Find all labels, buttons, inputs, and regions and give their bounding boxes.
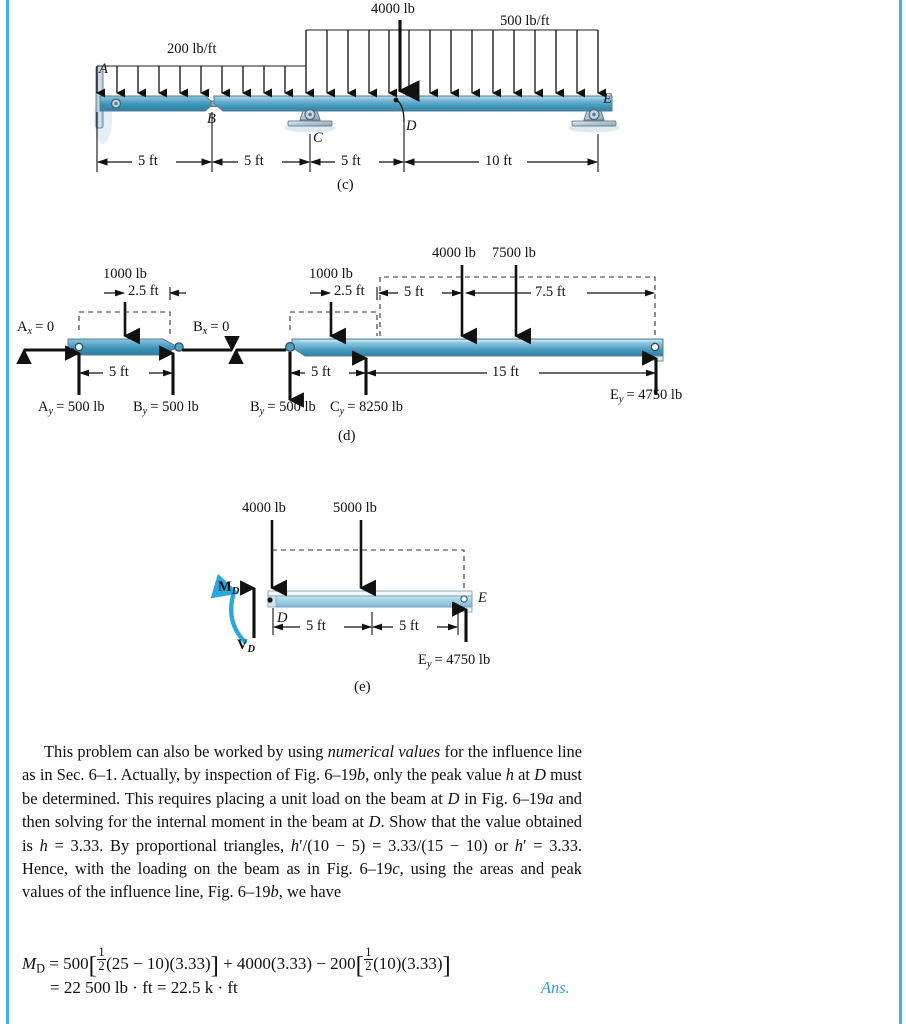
figd-reaction-by-left-symbol: B bbox=[133, 399, 143, 415]
figd-reaction-by-right bbox=[250, 400, 316, 417]
figd-reaction-by-right-symbol: B bbox=[250, 399, 260, 415]
figd-right-dim-2p5: 2.5 ft bbox=[334, 283, 365, 299]
equation-line-1: $M_D = 500$[ $\frac{1}{2}$ (25 − 10)(3.33)] + 4000(3.33) − 200[ $\frac{1}{2}$ (10)(3.33)] bbox=[22, 945, 451, 980]
figd-reaction-bx-symbol: B bbox=[193, 319, 203, 335]
figc-dim-1: 5 ft bbox=[138, 153, 158, 169]
figd-reaction-bx-subscript: x bbox=[202, 325, 208, 337]
answer-note: Ans. bbox=[541, 978, 570, 997]
figc-load-label-500: 500 lb/ft bbox=[500, 13, 550, 29]
figd-reaction-cy-symbol: C bbox=[330, 399, 340, 415]
figc-dim-3: 5 ft bbox=[341, 153, 361, 169]
body-paragraph-container bbox=[22, 740, 582, 904]
figd-reaction-cy-value: = 8250 lb bbox=[347, 399, 404, 415]
figd-reaction-ey-value: = 4750 lb bbox=[626, 387, 683, 403]
figd-reaction-ey bbox=[610, 388, 682, 405]
fige-moment-label bbox=[218, 580, 239, 597]
fige-moment-symbol: M bbox=[218, 579, 232, 595]
figd-right-dim-5: 5 ft bbox=[404, 284, 424, 300]
fige-point-d-label: D bbox=[277, 610, 288, 626]
figure-c-graphic bbox=[0, 0, 700, 200]
figc-point-e-label: E bbox=[603, 91, 612, 107]
figd-right-dim-15: 15 ft bbox=[492, 364, 519, 380]
fige-dim-2: 5 ft bbox=[399, 618, 419, 634]
figd-right-dim-7p5: 7.5 ft bbox=[535, 284, 566, 300]
fige-moment-subscript: D bbox=[231, 585, 240, 597]
body-paragraph: This problem can also be worked by using numerical values for the influence line as in Sec. 6–1. Actually, by inspection of Fig. 6–19b, only the peak value h at D must be determined. This requires placing a unit load on the beam at D in Fig. 6–19a and then solving for the internal moment in the beam at D. Show that the value obtained is h = 3.33. By proportional triangles, h′/(10 − 5) = 3.33/(15 − 10) or h′ = 3.33. Hence, with the loading on the beam as in Fig. 6–19c, using the areas and peak values of the influence line, Fig. 6–19b, we have bbox=[22, 742, 583, 902]
figd-reaction-bx bbox=[193, 320, 229, 337]
figc-point-b-label: B bbox=[207, 111, 216, 127]
figc-dim-4: 10 ft bbox=[485, 153, 512, 169]
figure-d bbox=[0, 240, 760, 450]
figd-reaction-ay bbox=[38, 400, 105, 417]
figc-point-a-label: A bbox=[99, 61, 108, 77]
fige-reaction-ey-value: = 4750 lb bbox=[434, 652, 491, 668]
figd-left-dim-2p5: 2.5 ft bbox=[128, 283, 159, 299]
fige-shear-label bbox=[237, 638, 255, 655]
fige-shear-subscript: D bbox=[247, 643, 256, 655]
figd-reaction-cy bbox=[330, 400, 403, 417]
figd-reaction-ay-subscript: y bbox=[48, 405, 54, 417]
figd-right-load-7500: 7500 lb bbox=[492, 245, 536, 261]
figd-reaction-ay-symbol: A bbox=[38, 399, 49, 415]
equation-line-2: = 22 500 lb · ft = 22.5 k · ft bbox=[50, 978, 238, 997]
figd-reaction-ey-symbol: E bbox=[610, 387, 619, 403]
figd-reaction-by-left-subscript: y bbox=[142, 405, 148, 417]
figc-load-label-4000: 4000 lb bbox=[371, 1, 415, 17]
figd-reaction-ax-subscript: x bbox=[27, 325, 33, 337]
figd-reaction-ey-subscript: y bbox=[618, 393, 624, 405]
fige-load-4000: 4000 lb bbox=[242, 500, 286, 516]
figure-e bbox=[0, 490, 620, 700]
figd-reaction-by-left bbox=[133, 400, 199, 417]
figc-caption: (c) bbox=[337, 177, 354, 193]
figd-right-dim-5-lower: 5 ft bbox=[311, 364, 331, 380]
figd-left-load-1000: 1000 lb bbox=[103, 266, 147, 282]
fige-point-e-label: E bbox=[478, 590, 487, 606]
figc-point-d-label: D bbox=[406, 118, 417, 134]
figd-reaction-ax bbox=[17, 320, 54, 337]
figd-reaction-by-right-value: = 500 lb bbox=[267, 399, 316, 415]
figd-reaction-ax-symbol: A bbox=[17, 319, 28, 335]
figc-dim-2: 5 ft bbox=[244, 153, 264, 169]
fige-shear-symbol: V bbox=[237, 637, 248, 653]
fige-reaction-ey-subscript: y bbox=[426, 658, 432, 670]
figure-c bbox=[0, 0, 700, 200]
figd-reaction-ay-value: = 500 lb bbox=[56, 399, 105, 415]
figd-reaction-bx-value: = 0 bbox=[210, 319, 230, 335]
figd-reaction-by-right-subscript: y bbox=[259, 405, 265, 417]
fige-reaction-ey-symbol: E bbox=[418, 652, 427, 668]
figure-e-graphic bbox=[0, 490, 620, 700]
figd-reaction-by-left-value: = 500 lb bbox=[150, 399, 199, 415]
figd-reaction-ax-value: = 0 bbox=[35, 319, 55, 335]
figd-right-load-1000: 1000 lb bbox=[309, 266, 353, 282]
figd-left-dim-5: 5 ft bbox=[109, 364, 129, 380]
figd-reaction-cy-subscript: y bbox=[339, 405, 345, 417]
fige-load-5000: 5000 lb bbox=[333, 500, 377, 516]
figd-caption: (d) bbox=[338, 428, 356, 444]
fige-dim-1: 5 ft bbox=[306, 618, 326, 634]
figc-load-label-200: 200 lb/ft bbox=[167, 41, 217, 57]
figd-right-load-4000: 4000 lb bbox=[432, 245, 476, 261]
fige-reaction-ey bbox=[418, 653, 490, 670]
page-right-accent-rule bbox=[899, 0, 902, 1024]
fige-caption: (e) bbox=[354, 679, 371, 695]
figc-point-c-label: C bbox=[313, 130, 323, 146]
